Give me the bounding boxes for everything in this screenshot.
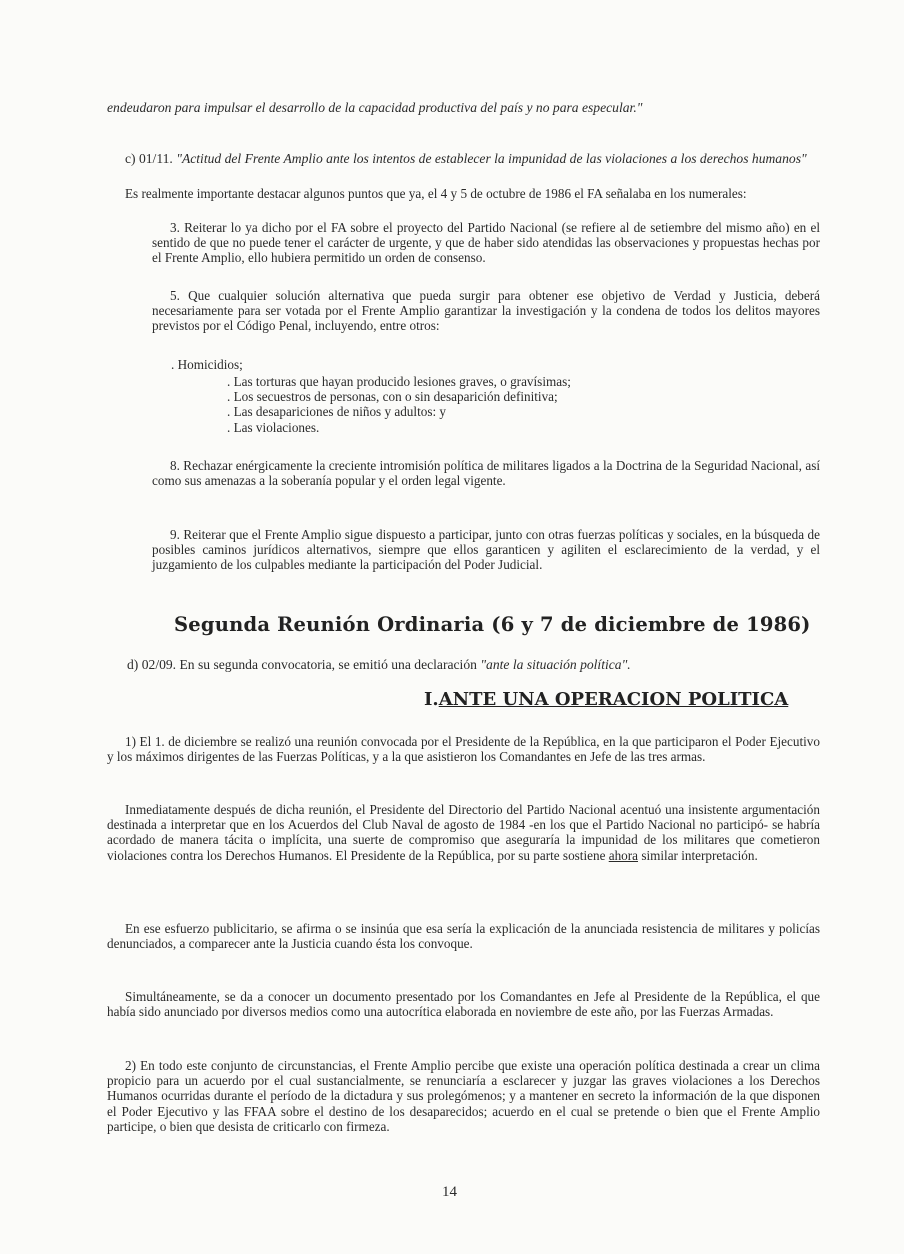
- paragraph-5: 2) En todo este conjunto de circunstancias, el Frente Amplio percibe que existe una operación política destinada a crear un clima propicio para un acuerdo por el cual sustancialmente, se renunciaría a esclarecer y juzgar las graves violaciones a los Derechos Humanos ocurridas durante el período de la dictadura y sus prolegómenos; y a mantener en secreto la información de la que disponen el Poder Ejecutivo y las FFAA sobre el destino de los desaparecidos; acuerdo en el cual se pretende o bien que el Frente Amplio participe, o bien que desista de criticarlo con firmeza.: [107, 1058, 820, 1134]
- subheading-number: I.: [424, 689, 439, 710]
- page-number: 14: [442, 1184, 457, 1200]
- paragraph-1: 1) El 1. de diciembre se realizó una reunión convocada por el Presidente de la República, en la que participaron el Poder Ejecutivo y los máximos dirigentes de las Fuerzas Políticas, y a la que asistieron los Comandantes en Jefe de las tres armas.: [107, 734, 820, 765]
- subheading-text: ANTE UNA OPERACION POLITICA: [438, 689, 789, 710]
- list-item: . Las violaciones.: [227, 419, 320, 435]
- section-d-line: [127, 657, 827, 672]
- list-item: . Las torturas que hayan producido lesiones graves, o gravísimas;: [227, 374, 571, 389]
- numeral-9: 9. Reiterar que el Frente Amplio sigue dispuesto a participar, junto con otras fuerzas políticas y sociales, en la búsqueda de posibles caminos jurídicos alternativos, siempre que ellos garanticen y agiliten el esclarecimiento de la verdad, y el juzgamiento de los culpables mediante la participación del Poder Judicial.: [152, 527, 820, 573]
- homicidios-line: . Homicidios;: [171, 357, 243, 372]
- section-c-title: "Actitud del Frente Amplio ante los intentos de establecer la impunidad de las violaciones a los derechos humanos": [176, 151, 807, 166]
- paragraph-2-text: Inmediatamente después de dicha reunión, el Presidente del Directorio del Partido Nacional acentuó una insistente argumentación destinada a interpretar que en los Acuerdos del Club Naval de agosto de 1984 -en los que el Partido Nacional no participó- se habría acordado de manera tácita o implícita, una suerte de compromiso que aseguraría la impunidad de los militares que cometieron violaciones contra los Derechos Humanos. El Presidente de la República, por su parte sostiene: [107, 802, 820, 863]
- section-d-text: d) 02/09. En su segunda convocatoria, se emitió una declaración: [127, 657, 477, 672]
- section-c-ref: c) 01/11.: [125, 151, 173, 166]
- crimes-list: [227, 374, 571, 435]
- numeral-5: 5. Que cualquier solución alternativa que pueda surgir para obtener ese objetivo de Verdad y Justicia, deberá necesariamente para ser votada por el Frente Amplio garantizar la investigación y la condena de todos los delitos mayores previstos por el Código Penal, incluyendo, entre otros:: [152, 288, 820, 334]
- section-c-header: [107, 151, 820, 167]
- paragraph-3: En ese esfuerzo publicitario, se afirma o se insinúa que esa sería la explicación de la anunciada resistencia de militares y policías denunciados, a comparecer ante la Justicia cuando ésta los convoque.: [107, 921, 820, 952]
- list-item: . Las desapariciones de niños y adultos: y: [227, 404, 447, 420]
- paragraph-2: [107, 802, 820, 863]
- numeral-3: 3. Reiterar lo ya dicho por el FA sobre el proyecto del Partido Nacional (se refiere al de setiembre del mismo año) en el sentido de que no puede tener el carácter de urgente, y que de haber sido atendidas las observaciones y propuestas hechas por el Frente Amplio, ello hubiera permitido un orden de consenso.: [152, 220, 820, 266]
- section-c-lead: Es realmente importante destacar algunos puntos que ya, el 4 y 5 de octubre de 1986 el FA señalaba en los numerales:: [125, 186, 747, 201]
- intro-quote: endeudaron para impulsar el desarrollo de la capacidad productiva del país y no para especular.": [107, 100, 643, 115]
- paragraph-2-underlined: ahora: [608, 847, 639, 863]
- paragraph-4: Simultáneamente, se da a conocer un documento presentado por los Comandantes en Jefe al Presidente de la República, el que había sido anunciado por diversos medios como una autocrítica elaborada en noviembre de este año, por las Fuerzas Armadas.: [107, 989, 820, 1020]
- subheading: [424, 689, 788, 710]
- section-d-quote: "ante la situación política".: [480, 657, 631, 672]
- paragraph-2-end: similar interpretación.: [641, 847, 758, 863]
- list-item: . Los secuestros de personas, con o sin desaparición definitiva;: [227, 389, 558, 405]
- numeral-8: 8. Rechazar enérgicamente la creciente intromisión política de militares ligados a la Doctrina de la Seguridad Nacional, así como sus amenazas a la soberanía popular y el orden legal vigente.: [152, 458, 820, 489]
- section-heading: Segunda Reunión Ordinaria (6 y 7 de diciembre de 1986): [174, 613, 811, 636]
